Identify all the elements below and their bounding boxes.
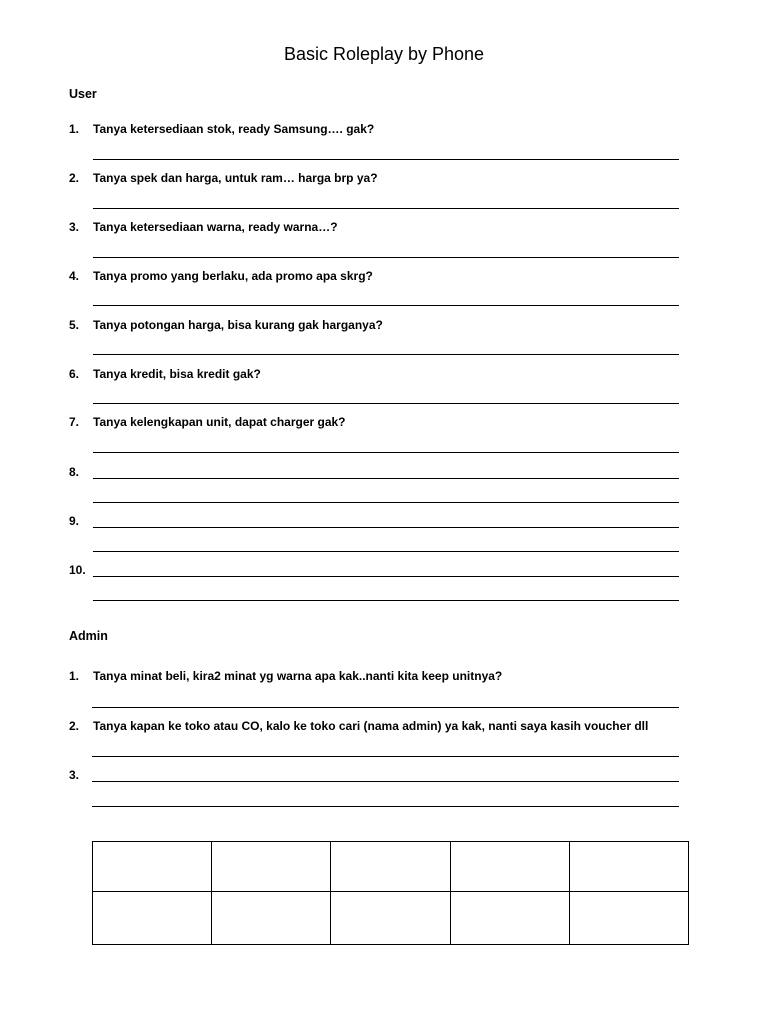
item-text: Tanya kredit, bisa kredit gak?	[93, 367, 261, 381]
table-cell[interactable]	[569, 842, 688, 892]
item-text: Tanya ketersediaan warna, ready warna…?	[93, 220, 338, 234]
answer-line[interactable]	[93, 452, 679, 453]
answer-line[interactable]	[93, 478, 679, 479]
item-number: 2.	[69, 171, 80, 185]
answer-line[interactable]	[93, 354, 679, 355]
answer-line[interactable]	[93, 551, 679, 552]
item-number: 1.	[69, 669, 80, 683]
user-item-5	[69, 318, 681, 334]
item-text: Tanya spek dan harga, untuk ram… harga brp ya?	[93, 171, 378, 185]
item-number: 5.	[69, 318, 80, 332]
user-section-heading: User	[69, 87, 97, 101]
admin-item-2	[69, 719, 681, 735]
item-number: 7.	[69, 415, 80, 429]
item-number: 2.	[69, 719, 80, 733]
answer-line[interactable]	[93, 576, 679, 577]
user-item-3	[69, 220, 681, 236]
item-number: 8.	[69, 465, 80, 479]
user-item-7	[69, 415, 681, 431]
item-text: Tanya ketersediaan stok, ready Samsung…. gak?	[93, 122, 375, 136]
table-cell[interactable]	[93, 892, 212, 945]
answer-line[interactable]	[93, 257, 679, 258]
answer-line[interactable]	[93, 208, 679, 209]
answer-line[interactable]	[92, 707, 679, 708]
admin-section-heading: Admin	[69, 629, 108, 643]
item-number: 3.	[69, 768, 80, 782]
user-item-2	[69, 171, 681, 187]
page-title: Basic Roleplay by Phone	[283, 44, 485, 64]
item-text: Tanya potongan harga, bisa kurang gak harganya?	[93, 318, 383, 332]
answer-line[interactable]	[93, 403, 679, 404]
answer-line[interactable]	[92, 756, 679, 757]
item-text: Tanya minat beli, kira2 minat yg warna apa kak..nanti kita keep unitnya?	[93, 669, 503, 683]
table-cell[interactable]	[93, 842, 212, 892]
item-number: 6.	[69, 367, 80, 381]
table-cell[interactable]	[331, 842, 450, 892]
table-row	[93, 842, 689, 892]
table-cell[interactable]	[450, 892, 569, 945]
item-number: 4.	[69, 269, 80, 283]
answer-line[interactable]	[93, 502, 679, 503]
item-text: Tanya kapan ke toko atau CO, kalo ke toko cari (nama admin) ya kak, nanti saya kasih voucher dll	[93, 719, 649, 733]
table-row	[93, 892, 689, 945]
user-item-4	[69, 269, 681, 285]
item-number: 1.	[69, 122, 80, 136]
answer-line[interactable]	[93, 305, 679, 306]
table-cell[interactable]	[569, 892, 688, 945]
table-cell[interactable]	[331, 892, 450, 945]
table-cell[interactable]	[212, 842, 331, 892]
item-text: Tanya kelengkapan unit, dapat charger gak?	[93, 415, 346, 429]
item-number: 10.	[69, 563, 86, 577]
user-item-1	[69, 122, 681, 138]
answer-line[interactable]	[92, 781, 679, 782]
empty-table	[92, 841, 689, 945]
answer-line[interactable]	[93, 600, 679, 601]
item-number: 3.	[69, 220, 80, 234]
admin-item-1	[69, 669, 681, 685]
answer-line[interactable]	[93, 527, 679, 528]
table-cell[interactable]	[212, 892, 331, 945]
answer-line[interactable]	[92, 806, 679, 807]
item-number: 9.	[69, 514, 80, 528]
item-text: Tanya promo yang berlaku, ada promo apa skrg?	[93, 269, 373, 283]
table-cell[interactable]	[450, 842, 569, 892]
answer-line[interactable]	[93, 159, 679, 160]
user-item-6	[69, 367, 681, 383]
